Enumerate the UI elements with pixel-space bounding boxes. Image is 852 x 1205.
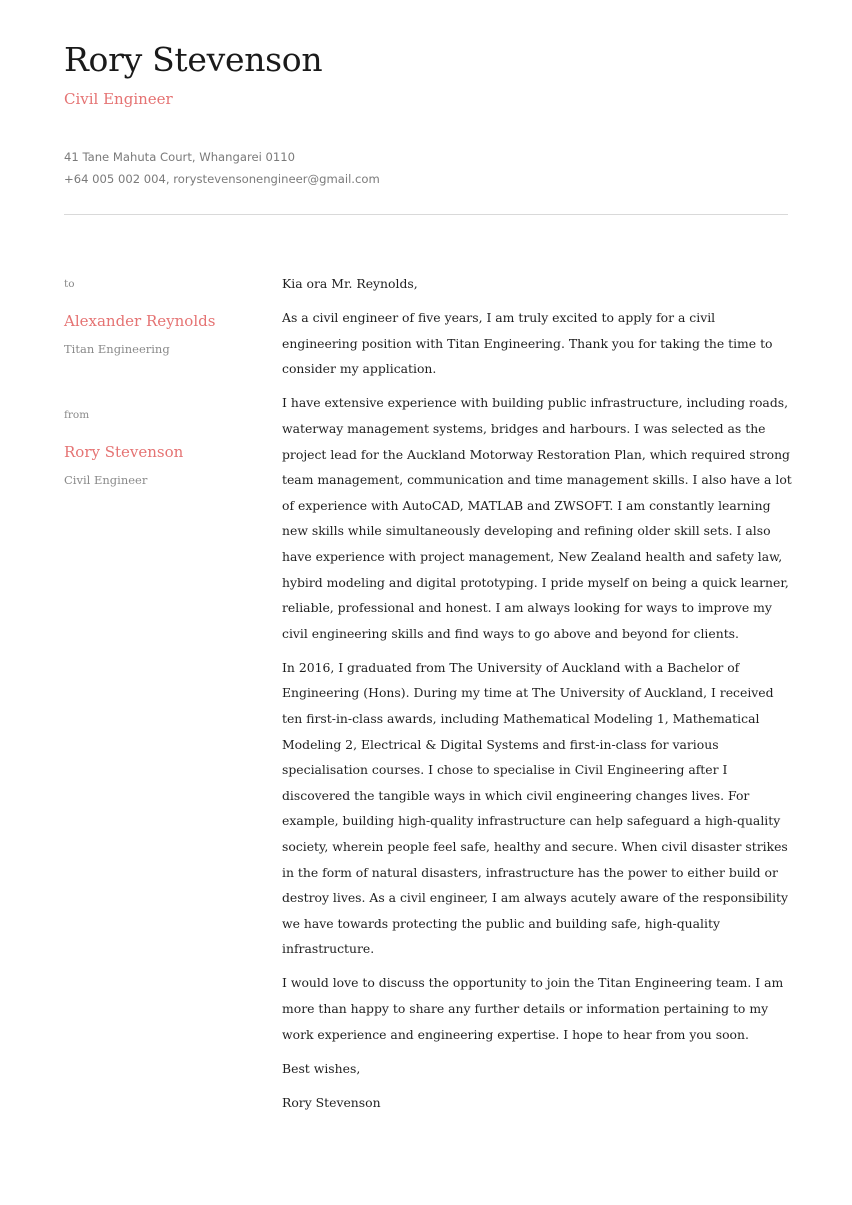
contact-phone-email: +64 005 002 004, rorystevensonengineer@gmail.com [64,172,380,186]
sender-label: from [64,409,90,421]
letter-paragraph: I have extensive experience with building public infrastructure, including roads, waterway management systems, bridges and harbours. I was selected as the project lead for the Auckland Motorway Restoration Plan, which required strong team management, communication and time management skills. I also have a lot of experience with AutoCAD, MATLAB and ZWSOFT. I am constantly learning new skills while simultaneously developing and refining older skill sets. I also have experience with project management, New Zealand health and safety law, hybird modeling and digital prototyping. I pride myself on being a quick learner, reliable, professional and honest. I am always looking for ways to improve my civil engineering skills and find ways to go above and beyond for clients. [282,395,792,641]
header-job-title: Civil Engineer [64,90,173,108]
header-divider [64,214,788,215]
header-name: Rory Stevenson [64,40,323,79]
letter-paragraph: As a civil engineer of five years, I am truly excited to apply for a civil engineering position with Titan Engineering. Thank you for taking the time to consider my application. [282,310,773,377]
letter-greeting: Kia ora Mr. Reynolds, [282,276,418,291]
recipient-name: Alexander Reynolds [64,312,216,330]
letter-paragraph: In 2016, I graduated from The University of Auckland with a Bachelor of Engineering (Hons). During my time at The University of Auckland, I received ten first-in-class awards, including Mathematical Modeling 1, Mathematical Modeling 2, Electrical & Digital Systems and first-in-class for various specialisation courses. I chose to specialise in Civil Engineering after I discovered the tangible ways in which civil engineering changes lives. For example, building high-quality infrastructure can help safeguard a high-quality society, wherein people feel safe, healthy and secure. When civil disaster strikes in the form of natural disasters, infrastructure has the power to either build or destroy lives. As a civil engineer, I am always acutely aware of the responsibility we have towards protecting the public and building safe, high-quality infrastructure. [282,659,789,957]
sender-title: Civil Engineer [64,473,148,487]
letter-paragraph: I would love to discuss the opportunity to join the Titan Engineering team. I am more than happy to share any further details or information pertaining to my work experience and engineering expertise. I hope to hear from you soon. [282,975,784,1042]
letter-body [282,271,792,1124]
letter-signature: Rory Stevenson [282,1094,381,1110]
sender-name: Rory Stevenson [64,443,184,461]
recipient-company: Titan Engineering [64,342,170,356]
letter-closing: Best wishes, [282,1060,361,1076]
contact-address: 41 Tane Mahuta Court, Whangarei 0110 [64,150,296,164]
recipient-label: to [64,278,75,290]
